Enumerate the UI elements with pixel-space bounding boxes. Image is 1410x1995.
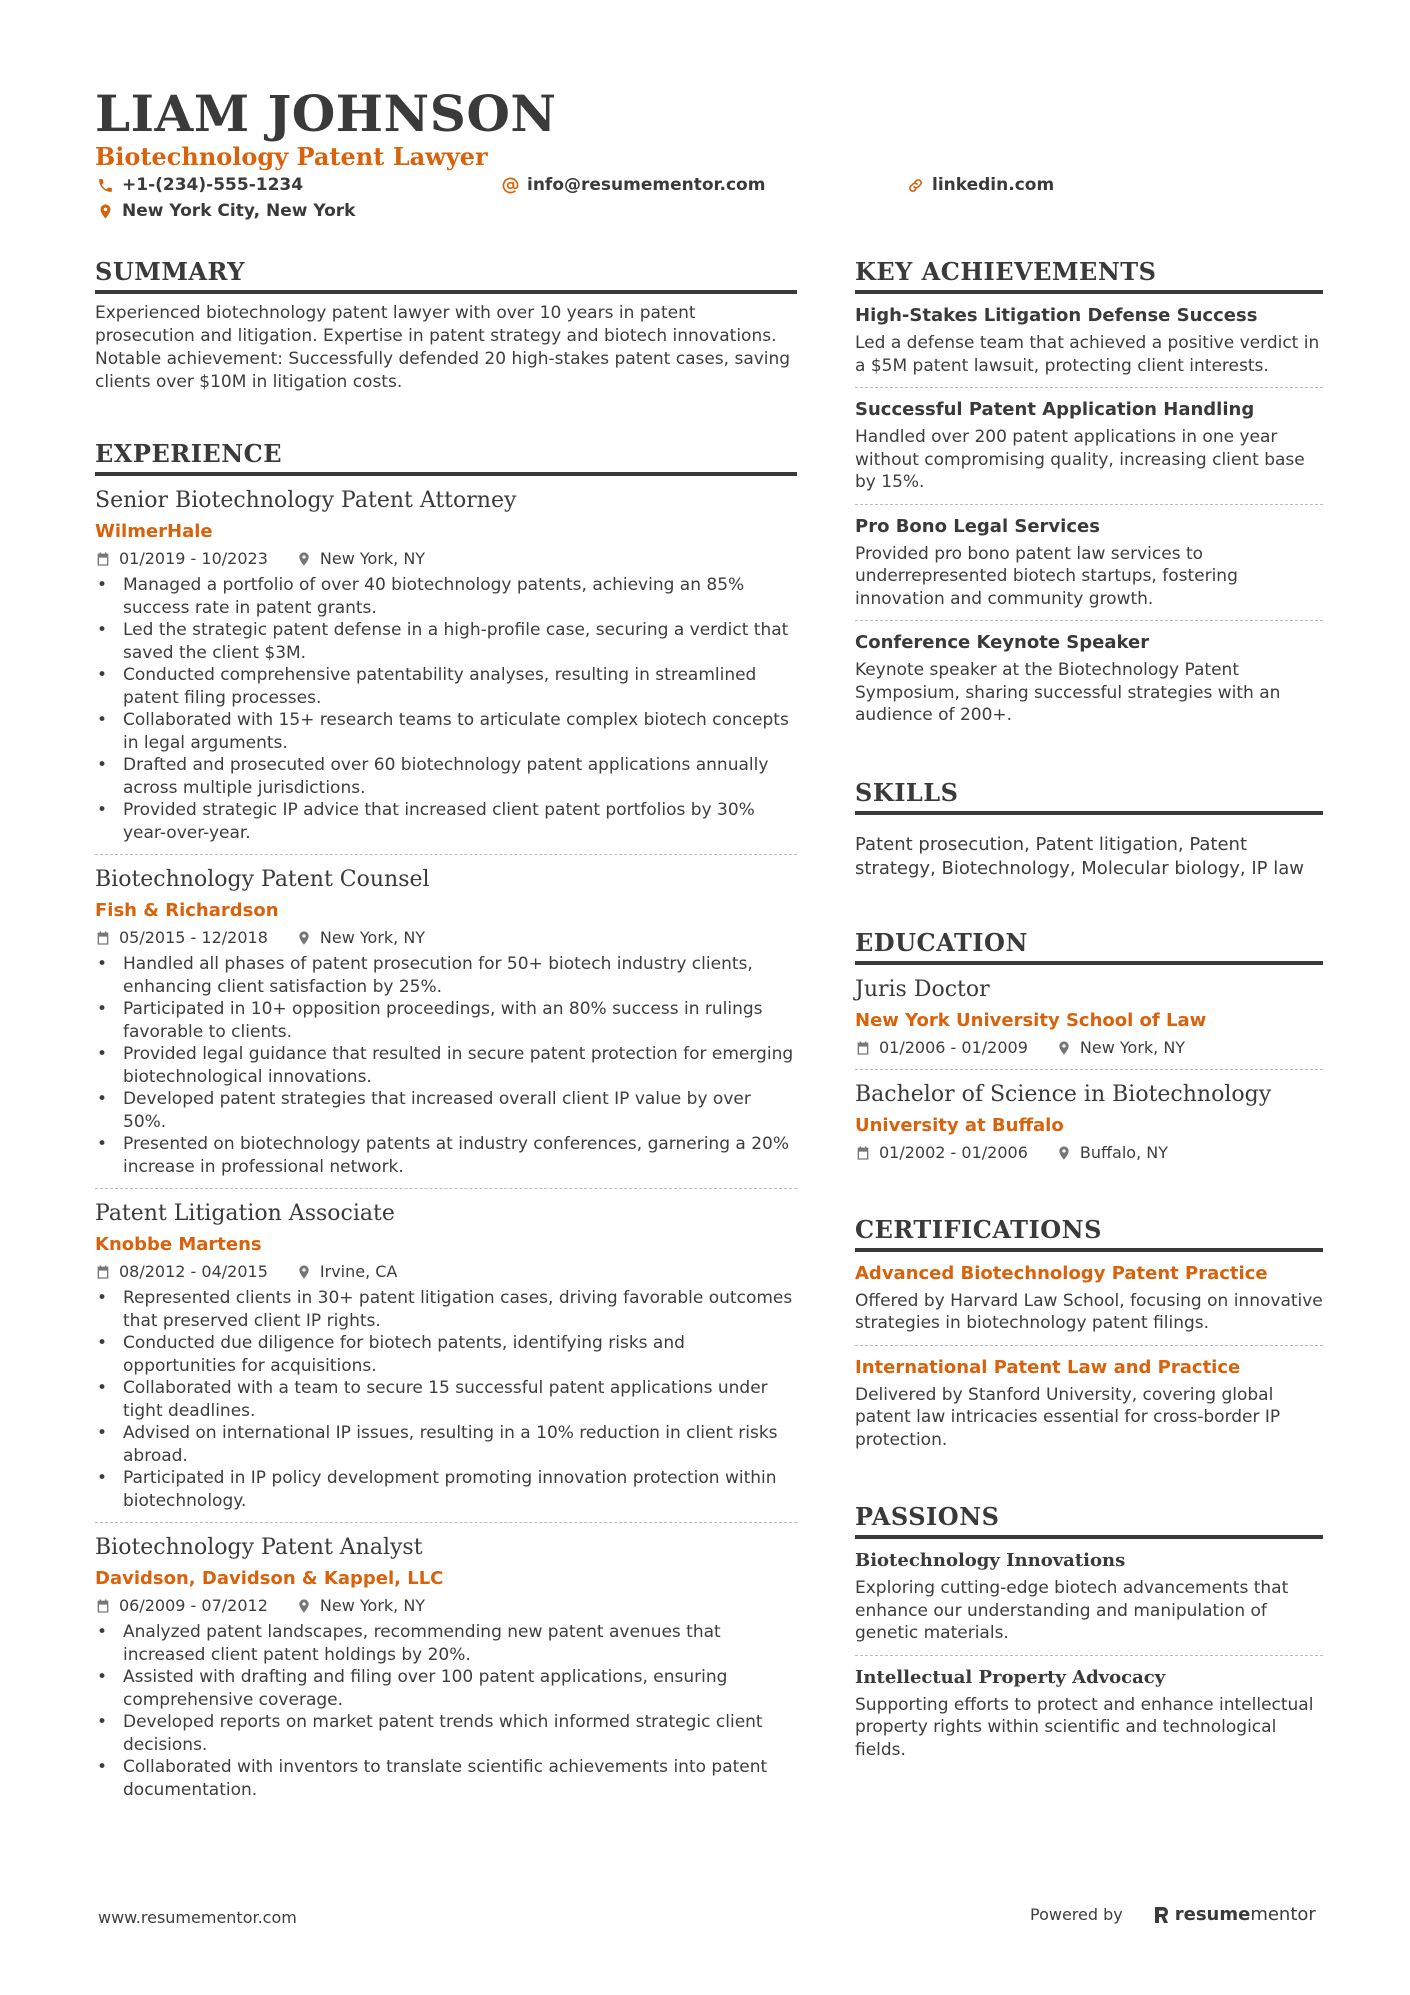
certification-desc: Offered by Harvard Law School, focusing on innovative strategies in biotechnology patent filings. — [855, 1290, 1323, 1333]
job-bullets — [95, 953, 797, 1178]
certifications-section — [855, 1214, 1323, 1462]
experience-entry — [95, 855, 797, 1189]
education-dates: 01/2006 - 01/2009 — [879, 1037, 1028, 1057]
degree-title: Juris Doctor — [855, 976, 990, 1002]
education-entry — [855, 1070, 1323, 1174]
phone-icon — [97, 177, 114, 194]
powered-by-label: Powered by — [1030, 1905, 1123, 1924]
passions-heading: PASSIONS — [855, 1501, 1323, 1539]
job-location: New York, NY — [319, 549, 426, 568]
achievement-desc: Keynote speaker at the Biotechnology Patent Symposium, sharing successful strategies with an audience of 200+. — [855, 660, 1281, 725]
experience-entry — [95, 1189, 797, 1523]
achievement-desc: Handled over 200 patent applications in one year without compromising quality, increasing client base by 15%. — [855, 427, 1305, 492]
list-item: • Managed a portfolio of over 40 biotechnology patents, achieving an 85% success rate in patent grants. — [95, 574, 797, 619]
passions-section — [855, 1501, 1323, 1771]
experience-entry — [95, 476, 797, 855]
education-entry — [855, 965, 1323, 1070]
experience-entry — [95, 1523, 797, 1811]
list-item: • Collaborated with inventors to translate scientific achievements into patent documentation. — [95, 1756, 797, 1801]
brand-name-part2: mentor — [1250, 1904, 1316, 1925]
job-dates: 06/2009 - 07/2012 — [119, 1596, 268, 1615]
summary-heading: SUMMARY — [95, 256, 797, 294]
map-pin-icon — [296, 551, 312, 567]
location-text: New York City, New York — [122, 201, 356, 221]
job-bullets — [95, 1621, 797, 1801]
position-title: Biotechnology Patent Counsel — [95, 867, 430, 892]
job-location: Irvine, CA — [319, 1262, 398, 1281]
education-meta — [855, 1037, 1323, 1059]
list-item: • Developed patent strategies that increased overall client IP value by over 50%. — [95, 1088, 797, 1133]
right-column — [855, 256, 1323, 1815]
list-item: • Developed reports on market patent trends which informed strategic client decisions. — [95, 1711, 797, 1756]
achievement-desc: Provided pro bono patent law services to underrepresented biotech startups, fostering innovation and community growth. — [855, 543, 1238, 609]
achievement-title: Conference Keynote Speaker — [855, 632, 1150, 653]
achievements-section — [855, 256, 1323, 737]
resumementor-logo-icon — [1153, 1905, 1169, 1925]
footer-website[interactable]: www.resumementor.com — [98, 1908, 297, 1927]
list-item: • Collaborated with 15+ research teams to articulate complex biotech concepts in legal arguments. — [95, 709, 797, 754]
list-item: • Handled all phases of patent prosecution for 50+ biotech industry clients, enhancing client satisfaction by 25%. — [95, 953, 797, 998]
left-column — [95, 256, 797, 1811]
list-item: • Provided legal guidance that resulted in secure patent protection for emerging biotechnological innovations. — [95, 1043, 797, 1088]
contact-linkedin[interactable] — [907, 175, 1054, 195]
achievement-title: Pro Bono Legal Services — [855, 515, 1100, 537]
list-item: • Assisted with drafting and filing over 100 patent applications, ensuring comprehensive coverage. — [95, 1666, 797, 1711]
list-item: • Participated in 10+ opposition proceedings, with an 80% success in rulings favorable to clients. — [95, 998, 797, 1043]
list-item: • Participated in IP policy development promoting innovation protection within biotechnology. — [95, 1467, 797, 1512]
passion-item — [855, 1656, 1323, 1772]
position-title: Senior Biotechnology Patent Attorney — [95, 488, 517, 513]
school-name: New York University School of Law — [855, 1009, 1207, 1031]
link-icon — [907, 177, 924, 194]
list-item: • Drafted and prosecuted over 60 biotechnology patent applications annually across multiple jurisdictions. — [95, 754, 797, 799]
candidate-name: LIAM JOHNSON — [95, 84, 557, 143]
achievement-item — [855, 294, 1323, 388]
brand-logo[interactable] — [1153, 1904, 1316, 1925]
education-location: New York, NY — [1079, 1037, 1186, 1057]
certification-desc: Delivered by Stanford University, covering global patent law intricacies essential for cross-border IP protection. — [855, 1384, 1281, 1450]
skills-text: Patent prosecution, Patent litigation, Patent strategy, Biotechnology, Molecular biology, IP law — [855, 833, 1304, 879]
list-item: • Collaborated with a team to secure 15 successful patent applications under tight deadlines. — [95, 1377, 797, 1422]
brand-name-part1: resume — [1174, 1904, 1251, 1925]
contact-email[interactable] — [502, 175, 765, 195]
company-name: Knobbe Martens — [95, 1234, 262, 1255]
job-dates: 08/2012 - 04/2015 — [119, 1262, 268, 1281]
list-item: • Analyzed patent landscapes, recommending new patent avenues that increased client patent holdings by 20%. — [95, 1621, 797, 1666]
summary-section — [95, 256, 797, 394]
summary-text: Experienced biotechnology patent lawyer with over 10 years in patent prosecution and litigation. Expertise in patent strategy and biotech innovations. Notable achievement: Successfully defended 20 high-stakes patent cases, saving clients over $10M in litigation costs. — [95, 303, 791, 392]
list-item: • Represented clients in 30+ patent litigation cases, driving favorable outcomes that preserved client IP rights. — [95, 1287, 797, 1332]
education-heading: EDUCATION — [855, 927, 1323, 965]
list-item: • Conducted comprehensive patentability analyses, resulting in streamlined patent filing processes. — [95, 664, 797, 709]
skills-section — [855, 777, 1323, 881]
position-title: Biotechnology Patent Analyst — [95, 1535, 423, 1560]
list-item: • Presented on biotechnology patents at industry conferences, garnering a 20% increase in professional network. — [95, 1133, 797, 1178]
list-item: • Provided strategic IP advice that increased client patent portfolios by 30% year-over-year. — [95, 799, 797, 844]
phone-text: +1-(234)-555-1234 — [122, 175, 304, 195]
map-pin-icon — [1056, 1145, 1072, 1161]
job-bullets — [95, 574, 797, 844]
calendar-icon — [95, 551, 111, 567]
list-item: • Advised on international IP issues, resulting in a 10% reduction in client risks abroad. — [95, 1422, 797, 1467]
education-meta — [855, 1142, 1323, 1164]
linkedin-text[interactable]: linkedin.com — [932, 175, 1055, 195]
skills-heading: SKILLS — [855, 777, 1323, 815]
achievements-heading: KEY ACHIEVEMENTS — [855, 256, 1323, 294]
education-dates: 01/2002 - 01/2006 — [879, 1142, 1028, 1162]
contact-phone — [97, 175, 303, 195]
passion-title: Intellectual Property Advocacy — [855, 1666, 1166, 1688]
achievement-item — [855, 505, 1323, 622]
map-pin-icon — [1056, 1040, 1072, 1056]
calendar-icon — [95, 930, 111, 946]
job-meta — [95, 1261, 797, 1283]
passion-desc: Supporting efforts to protect and enhance intellectual property rights within scientific and technological fields. — [855, 1694, 1314, 1760]
achievement-title: High-Stakes Litigation Defense Success — [855, 305, 1258, 326]
company-name: Fish & Richardson — [95, 900, 279, 921]
email-text[interactable]: info@resumementor.com — [527, 175, 766, 195]
passion-desc: Exploring cutting-edge biotech advancements that enhance our understanding and manipulation of genetic materials. — [855, 1578, 1289, 1643]
calendar-icon — [855, 1145, 871, 1161]
position-title: Patent Litigation Associate — [95, 1201, 395, 1226]
passion-title: Biotechnology Innovations — [855, 1550, 1126, 1571]
calendar-icon — [855, 1040, 871, 1056]
job-location: New York, NY — [319, 1596, 426, 1615]
achievement-title: Successful Patent Application Handling — [855, 399, 1255, 420]
list-item: • Conducted due diligence for biotech patents, identifying risks and opportunities for acquisitions. — [95, 1332, 797, 1377]
degree-title: Bachelor of Science in Biotechnology — [855, 1081, 1272, 1107]
job-meta — [95, 1595, 797, 1617]
certification-item — [855, 1346, 1323, 1462]
map-pin-icon — [296, 1264, 312, 1280]
achievement-desc: Led a defense team that achieved a positive verdict in a $5M patent lawsuit, protecting client interests. — [855, 333, 1320, 376]
job-location: New York, NY — [319, 928, 426, 947]
certification-item — [855, 1252, 1323, 1346]
school-name: University at Buffalo — [855, 1114, 1064, 1136]
education-section — [855, 927, 1323, 1174]
experience-section — [95, 438, 797, 1811]
calendar-icon — [95, 1264, 111, 1280]
achievement-item — [855, 388, 1323, 505]
job-dates: 01/2019 - 10/2023 — [119, 549, 268, 568]
list-item: • Led the strategic patent defense in a high-profile case, securing a verdict that saved the client $3M. — [95, 619, 797, 664]
education-location: Buffalo, NY — [1079, 1142, 1168, 1162]
company-name: Davidson, Davidson & Kappel, LLC — [95, 1568, 444, 1589]
passion-item — [855, 1539, 1323, 1656]
certifications-heading: CERTIFICATIONS — [855, 1214, 1323, 1252]
certification-title: Advanced Biotechnology Patent Practice — [855, 1262, 1268, 1284]
calendar-icon — [95, 1598, 111, 1614]
map-pin-icon — [97, 203, 114, 220]
job-meta — [95, 548, 797, 570]
at-icon — [502, 177, 519, 194]
contact-location — [97, 201, 355, 221]
certification-title: International Patent Law and Practice — [855, 1356, 1241, 1378]
job-bullets — [95, 1287, 797, 1512]
company-name: WilmerHale — [95, 521, 213, 542]
achievement-item — [855, 621, 1323, 737]
job-title: Biotechnology Patent Lawyer — [95, 142, 488, 171]
job-meta — [95, 927, 797, 949]
footer-powered — [1030, 1904, 1316, 1925]
map-pin-icon — [296, 1598, 312, 1614]
job-dates: 05/2015 - 12/2018 — [119, 928, 268, 947]
experience-heading: EXPERIENCE — [95, 438, 797, 476]
map-pin-icon — [296, 930, 312, 946]
